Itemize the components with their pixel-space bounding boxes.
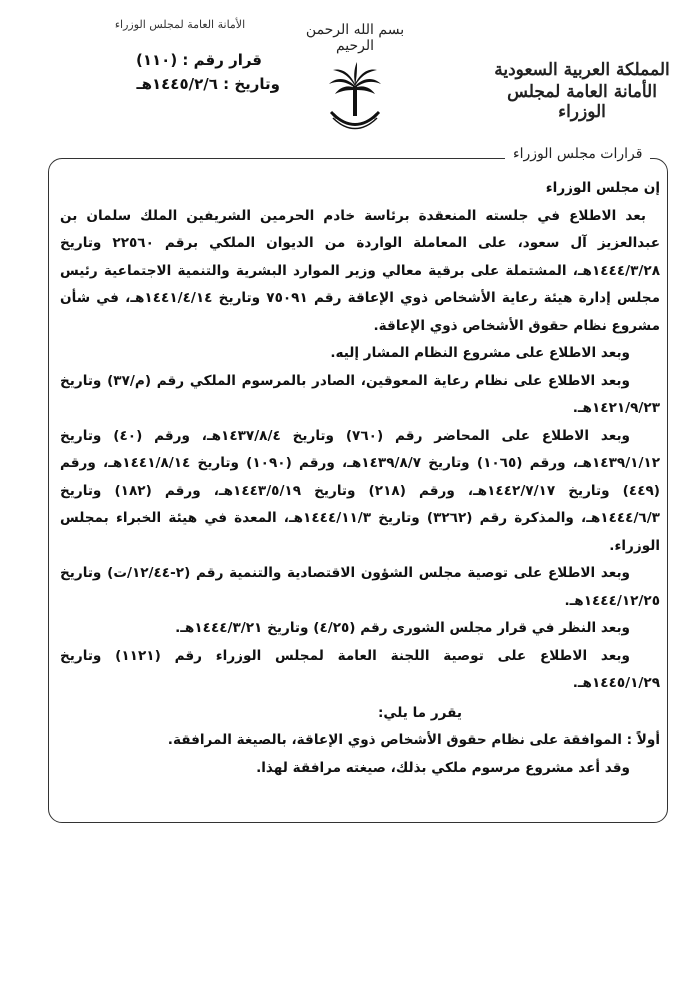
frame-title: قرارات مجلس الوزراء <box>505 146 650 162</box>
opening-line: إن مجلس الوزراء <box>545 180 660 196</box>
paragraph-shura: وبعد النظر في قرار مجلس الشورى رقم (٤/٢٥) وتاريخ ١٤٤٤/٣/٢١هـ. <box>175 620 630 636</box>
paragraph-draft-review: وبعد الاطلاع على مشروع النظام المشار إليه. <box>330 345 630 361</box>
secretariat-name: الأمانة العامة لمجلس الوزراء <box>507 82 657 122</box>
paragraph-general-committee: وبعد الاطلاع على توصية اللجنة العامة لمجلس الوزراء رقم (١١٢١) وتاريخ ١٤٤٥/١/٢٩هـ. <box>60 647 660 691</box>
closing-line: وقد أعد مشروع مرسوم ملكي بذلك، صيغته مرافقة لهذا. <box>256 759 630 776</box>
decision-body <box>60 175 660 782</box>
letterhead-right <box>482 60 682 122</box>
paragraph-disabled-care-law: وبعد الاطلاع على نظام رعاية المعوقين، الصادر بالمرسوم الملكي رقم (م/٣٧) وتاريخ ١٤٢١/٩/٢٣هـ. <box>60 372 660 416</box>
clause-first: أولاً : الموافقة على نظام حقوق الأشخاص ذوي الإعاقة، بالصيغة المرافقة. <box>167 732 660 748</box>
decree-heading: يقرر ما يلي: <box>378 704 462 721</box>
paragraph-session: بعد الاطلاع في جلسته المنعقدة برئاسة خادم الحرمين الشريفين الملك سلمان بن عبدالعزيز آل سعود، على المعاملة الواردة من الديوان الملكي برقم ٢٢٥٦٠ وتاريخ ١٤٤٤/٣/٢٨هـ، المشتملة على برقية معالي وزير الموارد البشرية والتنمية الاجتماعية رئيس مجلس إدارة هيئة رعاية الأشخاص ذوي الإعاقة رقم ٧٥٠٩١ وتاريخ ١٤٤١/٤/١٤هـ، في شأن مشروع نظام حقوق الأشخاص ذوي الإعاقة. <box>60 207 660 334</box>
decision-date: وتاريخ : ١٤٤٥/٢/٦هـ <box>136 75 280 93</box>
secretariat-name-small: الأمانة العامة لمجلس الوزراء <box>114 18 246 31</box>
letterhead-left <box>80 18 280 93</box>
basmala: بسم الله الرحمن الرحيم <box>305 22 405 54</box>
decision-number: قرار رقم : (١١٠) <box>136 51 262 69</box>
kingdom-name: المملكة العربية السعودية <box>494 60 670 80</box>
paragraph-minutes: وبعد الاطلاع على المحاضر رقم (٧٦٠) وتاريخ ١٤٣٧/٨/٤هـ، ورقم (٤٠) وتاريخ ١٤٣٩/١/١٢هـ، ورقم (١٠٦٥) وتاريخ ١٤٣٩/٨/٧هـ، ورقم (١٠٩٠) وتاريخ ١٤٤١/٨/١٤هـ، ورقم (٤٤٩) وتاريخ ١٤٤٢/٧/١٧هـ، ورقم (٢١٨) وتاريخ ١٤٤٣/٥/١٩هـ، ورقم (١٨٢) وتاريخ ١٤٤٤/٦/٣هـ، والمذكرة رقم (٣٢٦٢) وتاريخ ١٤٤٤/١١/٣هـ، المعدة في هيئة الخبراء بمجلس الوزراء. <box>60 427 661 554</box>
palm-swords-emblem-icon <box>325 62 385 134</box>
paragraph-economic-council: وبعد الاطلاع على توصية مجلس الشؤون الاقتصادية والتنمية رقم (٢-١٢/٤٤/ت) وتاريخ ١٤٤٤/١٢/٢٥هـ. <box>60 565 660 609</box>
